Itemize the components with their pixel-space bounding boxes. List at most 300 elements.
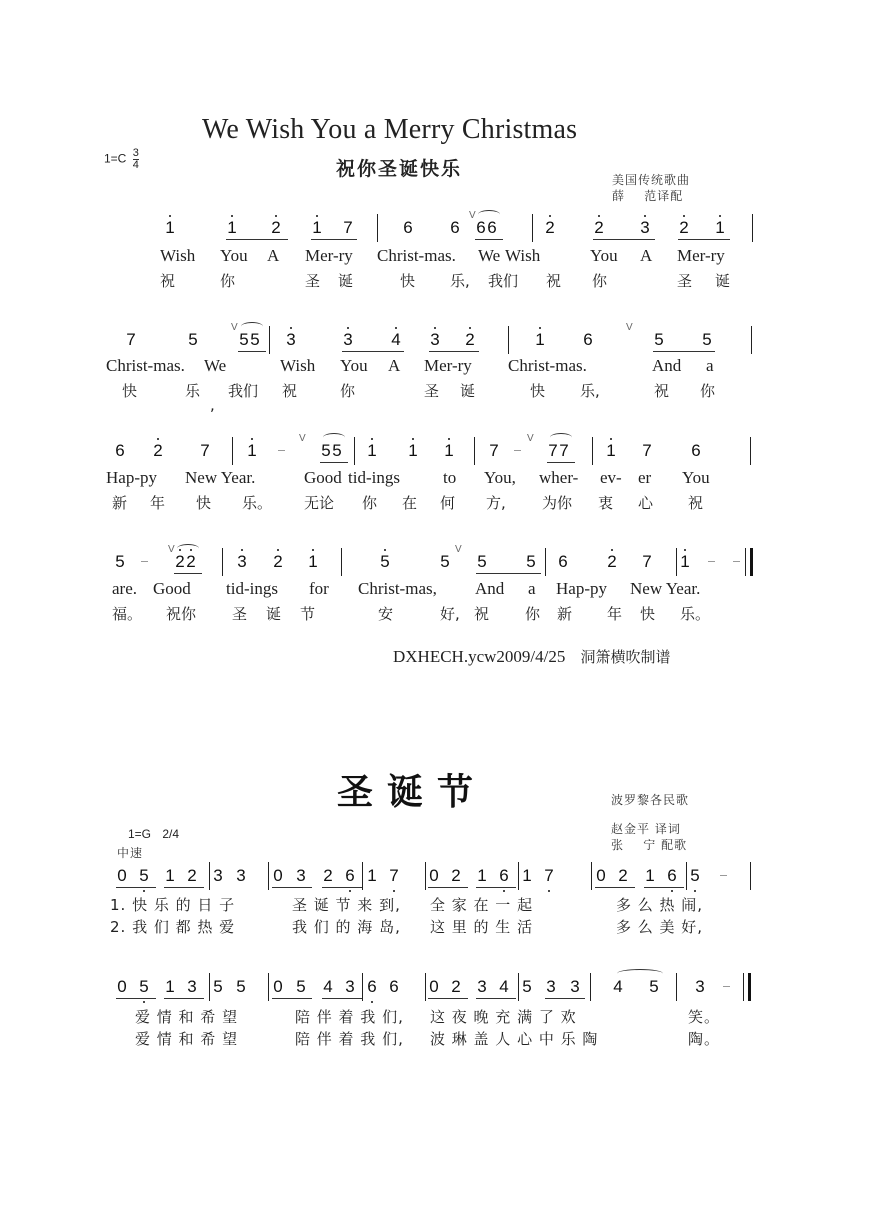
eighth-beam — [476, 998, 516, 999]
octave-high-dot — [395, 327, 397, 329]
note: 5 — [654, 330, 664, 349]
eighth-beam — [342, 351, 404, 352]
note: 6 — [450, 218, 460, 237]
lyric-cn: 诞 — [715, 272, 731, 290]
note: 6 — [665, 866, 679, 886]
note: 4 — [499, 977, 509, 996]
lyric-cn: 祝你 — [166, 605, 197, 623]
lyric-verse-2: 波 琳 盖 人 心 中 乐 陶 — [430, 1030, 599, 1048]
lyric-cn: 祝 — [654, 382, 670, 400]
lyric-verse-2: 多 么 美 好, — [616, 918, 704, 936]
octave-high-dot — [549, 215, 551, 217]
barline — [591, 862, 592, 890]
eighth-beam — [475, 239, 503, 240]
lyric-cn: 诞 — [460, 382, 476, 400]
eighth-beam — [320, 462, 348, 463]
note: 2 — [677, 218, 691, 238]
lyric-cn: 祝 — [546, 272, 562, 290]
octave-high-dot — [371, 438, 373, 440]
note: 3 — [213, 866, 223, 885]
note: 1 — [245, 441, 259, 461]
note: 0 — [429, 866, 439, 885]
note: 5 — [137, 977, 151, 997]
eighth-beam — [272, 998, 312, 999]
barline — [750, 437, 751, 465]
lyric-cn: 安 — [378, 605, 394, 623]
lyric-en: And — [475, 579, 505, 598]
lyric-en: We — [478, 246, 501, 265]
lyric-verse-2: 陪 伴 着 我 们, — [295, 1030, 404, 1048]
eighth-beam — [429, 351, 479, 352]
eighth-beam — [678, 239, 730, 240]
note: 2 — [605, 552, 619, 572]
song1-credit-line — [393, 646, 670, 667]
barline — [743, 973, 744, 1001]
octave-high-dot — [347, 327, 349, 329]
octave-low-dot — [393, 890, 395, 892]
lyric-cn: 圣 — [424, 382, 440, 400]
lyric-cn: 诞 — [338, 272, 354, 290]
barline — [752, 214, 753, 242]
eighth-beam — [322, 887, 362, 888]
barline — [341, 548, 342, 576]
eighth-beam — [272, 887, 312, 888]
note: 2 — [323, 866, 333, 885]
lyric-cn: 快 — [196, 494, 212, 512]
lyric-en: You, — [484, 468, 516, 487]
song1-time-num: 3 — [132, 147, 139, 159]
note: 6 — [691, 441, 701, 460]
breath-mark-icon: V — [231, 322, 238, 333]
lyric-cn: 新 — [557, 605, 573, 623]
lyric-en: You — [682, 468, 710, 487]
note: 5 — [702, 330, 712, 349]
octave-high-dot — [684, 549, 686, 551]
note: 2 — [451, 977, 461, 996]
octave-high-dot — [610, 438, 612, 440]
song2-time-signature: 2/4 — [162, 827, 180, 841]
barline — [425, 973, 426, 1001]
lyric-cn: 为你 — [542, 494, 573, 512]
note: 2 — [151, 441, 165, 461]
note: 4 — [323, 977, 333, 996]
note: 5 — [115, 552, 125, 571]
note: 1 — [406, 441, 420, 461]
note: 7 — [387, 866, 401, 886]
slur-icon — [478, 210, 500, 219]
extension-dash — [723, 986, 730, 987]
octave-low-dot — [371, 1001, 373, 1003]
note: 2 — [618, 866, 628, 885]
note: 0 — [596, 866, 606, 885]
credit-signature: DXHECH.ycw2009/4/25 — [393, 647, 566, 666]
octave-high-dot — [312, 549, 314, 551]
lyric-en: Christ-mas, — [358, 579, 437, 598]
octave-high-dot — [539, 327, 541, 329]
lyric-en: are. — [112, 579, 138, 598]
note: 1 — [306, 552, 320, 572]
barline — [209, 862, 210, 890]
slur-icon — [241, 322, 263, 331]
lyric-en: A — [388, 356, 401, 375]
song2-credits — [611, 821, 687, 853]
octave-high-dot — [157, 438, 159, 440]
note: 5 — [688, 866, 702, 886]
lyric-cn: 快 — [122, 382, 138, 400]
song1-credits — [612, 172, 690, 204]
lyric-cn: 诞 — [266, 605, 282, 623]
breath-mark-icon: V — [527, 433, 534, 444]
breath-mark-icon: V — [299, 433, 306, 444]
note: 1 — [522, 866, 532, 885]
note: 2 — [451, 866, 461, 885]
octave-high-dot — [719, 215, 721, 217]
song1-origin: 美国传统歌曲 — [612, 173, 691, 187]
lyric-en: Hap-py — [106, 468, 157, 487]
note: 7 — [548, 441, 558, 460]
lyric-cn: 节 — [300, 605, 316, 623]
barline — [751, 326, 752, 354]
slur-icon — [550, 433, 572, 442]
note: 7 — [542, 866, 556, 886]
note: 7 — [343, 218, 353, 237]
lyric-cn: 好, — [440, 605, 460, 623]
lyric-verse-1: 多 么 热 闹, — [616, 896, 704, 914]
barline — [676, 548, 677, 576]
song1-key: 1=C — [104, 151, 127, 166]
note: 3 — [570, 977, 580, 996]
lyric-verse-2: 这 里 的 生 活 — [430, 918, 534, 936]
barline — [362, 973, 363, 1001]
lyric-verse-1: 全 家 在 一 起 — [430, 896, 534, 914]
eighth-beam — [644, 887, 684, 888]
barline — [750, 862, 751, 890]
slur-icon — [323, 433, 345, 442]
lyric-en: Good — [153, 579, 191, 598]
lyric-cn: 我们 — [228, 382, 259, 400]
barline — [474, 437, 475, 465]
note: 5 — [526, 552, 536, 571]
note: 4 — [389, 330, 403, 350]
note: 5 — [250, 330, 260, 349]
lyric-cn: 新 — [112, 494, 128, 512]
lyric-cn: 我们 — [488, 272, 519, 290]
eighth-beam — [164, 998, 204, 999]
final-barline — [748, 973, 751, 1001]
extension-dash — [720, 875, 727, 876]
lyric-cn: 乐, — [450, 272, 470, 290]
song2-title: 圣诞节 — [337, 771, 488, 813]
octave-high-dot — [644, 215, 646, 217]
lyric-cn: 乐。 — [242, 494, 273, 512]
extension-dash — [708, 561, 715, 562]
lyric-cn: 无论 — [304, 494, 335, 512]
lyric-en: Mer-ry — [305, 246, 353, 265]
note: 3 — [638, 218, 652, 238]
lyric-cn: 乐。 — [680, 605, 711, 623]
song1-title-cn: 祝你圣诞快乐 — [336, 158, 463, 180]
extension-dash — [514, 450, 521, 451]
lyric-cn: 你 — [340, 382, 356, 400]
note: 1 — [442, 441, 456, 461]
note: 3 — [284, 330, 298, 350]
note: 3 — [695, 977, 705, 996]
barline — [362, 862, 363, 890]
note: 1 — [533, 330, 547, 350]
note: 7 — [126, 330, 136, 349]
song2-origin: 波罗黎各民歌 — [611, 793, 690, 807]
lyric-en: We — [204, 356, 227, 375]
eighth-beam — [311, 239, 357, 240]
song1-translator: 薛 范译配 — [612, 189, 684, 203]
final-barline — [750, 548, 753, 576]
extension-dash — [278, 450, 285, 451]
eighth-beam — [428, 998, 468, 999]
note: 3 — [236, 866, 246, 885]
lyric-en: Wish — [160, 246, 196, 265]
lyric-verse-1: 这 夜 晚 充 满 了 欢 — [430, 1008, 577, 1026]
octave-high-dot — [241, 549, 243, 551]
song1-time-signature — [133, 148, 139, 171]
barline — [592, 437, 593, 465]
lyric-verse-1: 圣 诞 节 来 到, — [292, 896, 401, 914]
note: 2 — [269, 218, 283, 238]
note: 5 — [239, 330, 249, 349]
octave-high-dot — [412, 438, 414, 440]
octave-high-dot — [169, 215, 171, 217]
lyric-cn: 乐, — [580, 382, 600, 400]
lyric-en: er — [638, 468, 652, 487]
note: 2 — [271, 552, 285, 572]
note: 1 — [678, 552, 692, 572]
lyric-cn: 心 — [638, 494, 654, 512]
lyric-en: a — [706, 356, 714, 375]
note: 1 — [165, 977, 175, 996]
note: 5 — [213, 977, 223, 996]
lyric-verse-1: 爱 情 和 希 望 — [135, 1008, 239, 1026]
song1-key-signature — [104, 148, 139, 171]
eighth-beam — [116, 998, 156, 999]
lyric-cn: 圣 — [305, 272, 321, 290]
lyric-verse-1: 1. 快 乐 的 日 子 — [110, 896, 236, 914]
lyric-cn: 快 — [400, 272, 416, 290]
octave-high-dot — [384, 549, 386, 551]
note: 2 — [187, 866, 197, 885]
octave-high-dot — [251, 438, 253, 440]
note: 6 — [389, 977, 399, 996]
note: 2 — [592, 218, 606, 238]
note: 6 — [365, 977, 379, 997]
note: 5 — [378, 552, 392, 572]
eighth-beam — [116, 887, 156, 888]
lyric-cn: 年 — [150, 494, 166, 512]
note: 5 — [477, 552, 487, 571]
octave-high-dot — [469, 327, 471, 329]
note: 5 — [236, 977, 246, 996]
note: 0 — [273, 977, 283, 996]
lyric-cn: 你 — [700, 382, 716, 400]
lyric-en: tid-ings — [226, 579, 278, 598]
octave-high-dot — [598, 215, 600, 217]
note: 0 — [117, 977, 127, 996]
barline — [425, 862, 426, 890]
note: 6 — [343, 866, 357, 886]
lyric-en: wher- — [539, 468, 579, 487]
note: 6 — [487, 218, 497, 237]
note: 3 — [296, 866, 306, 885]
note: 1 — [713, 218, 727, 238]
barline — [222, 548, 223, 576]
breath-mark-icon: V — [455, 544, 462, 555]
eighth-beam — [322, 998, 362, 999]
octave-low-dot — [694, 890, 696, 892]
song2-key-signature — [128, 827, 179, 841]
lyric-en: And — [652, 356, 682, 375]
barline — [268, 862, 269, 890]
note: 6 — [497, 866, 511, 886]
note: 7 — [489, 441, 499, 460]
song2-translator: 赵金平 译词 — [611, 822, 681, 836]
credit-arranger: 洞箫横吹制谱 — [580, 648, 671, 666]
eighth-beam — [174, 573, 202, 574]
lyric-cn: 你 — [362, 494, 378, 512]
octave-high-dot — [275, 215, 277, 217]
eighth-beam — [476, 887, 516, 888]
song1-title-en: We Wish You a Merry Christmas — [202, 114, 578, 145]
lyric-en: A — [267, 246, 280, 265]
eighth-beam — [226, 239, 288, 240]
note: 2 — [543, 218, 557, 238]
eighth-beam — [164, 887, 204, 888]
note: 1 — [165, 866, 175, 885]
extension-dash — [141, 561, 148, 562]
note: 6 — [476, 218, 486, 237]
lyric-cn: 快 — [530, 382, 546, 400]
octave-low-dot — [143, 890, 145, 892]
octave-high-dot — [683, 215, 685, 217]
lyric-cn: 在 — [402, 494, 418, 512]
barline — [232, 437, 233, 465]
lyric-cn: 祝 — [160, 272, 176, 290]
note: 1 — [310, 218, 324, 238]
lyric-en: Good — [304, 468, 342, 487]
breath-mark-icon: V — [626, 322, 633, 333]
octave-high-dot — [448, 438, 450, 440]
lyric-en: You — [220, 246, 248, 265]
note: 5 — [649, 977, 659, 996]
lyric-verse-2: 爱 情 和 希 望 — [135, 1030, 239, 1048]
note: 5 — [332, 441, 342, 460]
extension-dash — [733, 561, 740, 562]
barline — [508, 326, 509, 354]
lyric-en: Christ-mas. — [377, 246, 456, 265]
lyric-en: New Year. — [630, 579, 701, 598]
slur-icon — [617, 969, 663, 978]
lyric-en: Mer-ry — [424, 356, 472, 375]
octave-low-dot — [503, 890, 505, 892]
octave-high-dot — [316, 215, 318, 217]
lyric-verse-2: 陶。 — [688, 1030, 721, 1048]
note: 7 — [200, 441, 210, 460]
octave-high-dot — [434, 327, 436, 329]
lyric-en: New Year. — [185, 468, 256, 487]
note: 3 — [187, 977, 197, 996]
note: 1 — [163, 218, 177, 238]
octave-high-dot — [611, 549, 613, 551]
eighth-beam — [593, 239, 655, 240]
barline — [269, 326, 270, 354]
barline — [590, 973, 591, 1001]
eighth-beam — [238, 351, 266, 352]
note: 3 — [341, 330, 355, 350]
eighth-beam — [595, 887, 635, 888]
note: 6 — [403, 218, 413, 237]
lyric-en: Mer-ry — [677, 246, 725, 265]
note: 2 — [184, 552, 198, 572]
note: 6 — [115, 441, 125, 460]
lyric-en: tid-ings — [348, 468, 400, 487]
lyric-en: Wish — [280, 356, 316, 375]
lyric-en: A — [640, 246, 653, 265]
eighth-beam — [547, 462, 575, 463]
note: 6 — [558, 552, 568, 571]
lyric-en: Christ-mas. — [508, 356, 587, 375]
note: 1 — [604, 441, 618, 461]
note: 7 — [642, 552, 652, 571]
eighth-beam — [476, 573, 541, 574]
song1-time-den: 4 — [132, 159, 139, 171]
lyric-en: You — [340, 356, 368, 375]
note: 1 — [645, 866, 655, 885]
lyric-en: to — [443, 468, 457, 487]
barline — [745, 548, 746, 576]
lyric-verse-1: 陪 伴 着 我 们, — [295, 1008, 404, 1026]
note: 3 — [345, 977, 355, 996]
note: 1 — [477, 866, 487, 885]
lyric-en: Christ-mas. — [106, 356, 185, 375]
octave-low-dot — [548, 890, 550, 892]
note: 7 — [559, 441, 569, 460]
barline — [268, 973, 269, 1001]
barline — [518, 973, 519, 1001]
breath-mark-icon: V — [168, 544, 175, 555]
note: 7 — [642, 441, 652, 460]
lyric-en: Wish — [505, 246, 541, 265]
slur-icon — [177, 544, 199, 553]
note: 5 — [321, 441, 331, 460]
octave-high-dot — [277, 549, 279, 551]
lyric-cn: 年 — [607, 605, 623, 623]
octave-high-dot — [231, 215, 233, 217]
barline — [377, 214, 378, 242]
song2-arranger: 张 宁 配歌 — [611, 838, 688, 852]
note: 5 — [188, 330, 198, 349]
note: 3 — [235, 552, 249, 572]
note: 5 — [522, 977, 532, 996]
note: 3 — [477, 977, 487, 996]
barline — [686, 862, 687, 890]
eighth-beam — [428, 887, 468, 888]
breath-mark-icon: V — [469, 210, 476, 221]
lyric-cn: 祝 — [474, 605, 490, 623]
lyric-en: ev- — [600, 468, 622, 487]
lyric-cn: 祝 — [688, 494, 704, 512]
barline — [676, 973, 677, 1001]
lyric-cn: 何 — [440, 494, 456, 512]
lyric-cn: 你 — [525, 605, 541, 623]
lyric-verse-1: 笑。 — [688, 1008, 721, 1026]
barline — [209, 973, 210, 1001]
